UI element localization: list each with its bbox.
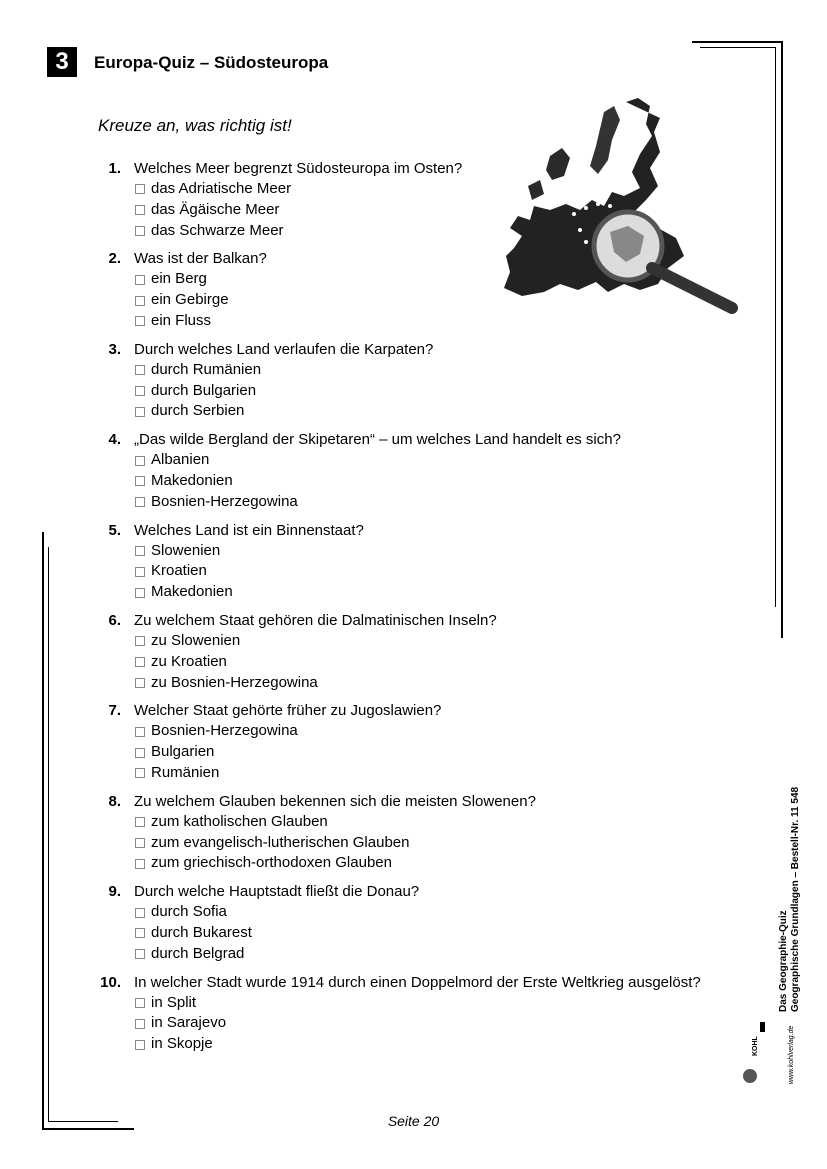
question-number: 4. — [108, 431, 121, 449]
frame-top-right-h1 — [692, 41, 782, 43]
answer-option[interactable] — [135, 902, 740, 923]
question-text: Was ist der Balkan? — [134, 250, 267, 268]
answer-option[interactable] — [135, 993, 740, 1014]
checkbox-icon[interactable] — [135, 205, 145, 215]
option-label: zum griechisch-orthodoxen Glauben — [151, 854, 392, 872]
url-text: www.kohlverlag.de — [788, 1025, 795, 1084]
frame-left-v1 — [42, 532, 44, 1130]
checkbox-icon[interactable] — [135, 184, 145, 194]
checkbox-icon[interactable] — [135, 949, 145, 959]
question-number: 6. — [108, 611, 121, 629]
option-label: Kroatien — [151, 562, 207, 580]
checkbox-icon[interactable] — [135, 588, 145, 598]
answer-option[interactable] — [135, 561, 740, 582]
quiz-questions — [100, 158, 740, 1062]
question-3 — [100, 339, 740, 422]
frame-right-v2 — [775, 47, 776, 607]
question-text: Welcher Staat gehörte früher zu Jugoslawien? — [134, 702, 442, 720]
option-label: Makedonien — [151, 583, 233, 601]
answer-option[interactable] — [135, 763, 740, 784]
imprint-line-2: Geographische Grundlagen – Bestell-Nr. 11 548 — [790, 786, 801, 1012]
question-9 — [100, 881, 740, 964]
answer-option[interactable] — [135, 269, 740, 290]
question-number: 2. — [108, 250, 121, 268]
option-label: ein Fluss — [151, 311, 212, 329]
answer-option[interactable] — [135, 652, 740, 673]
question-text: Durch welches Land verlaufen die Karpaten? — [134, 340, 434, 358]
checkbox-icon[interactable] — [135, 365, 145, 375]
option-label: das Schwarze Meer — [151, 221, 284, 239]
question-number: 5. — [108, 521, 121, 539]
question-text: „Das wilde Bergland der Skipetaren“ – um welches Land handelt es sich? — [134, 431, 621, 449]
option-label: ein Berg — [151, 270, 207, 288]
worksheet-number-badge: 3 — [47, 47, 77, 77]
checkbox-icon[interactable] — [135, 678, 145, 688]
question-number: 10. — [100, 973, 121, 991]
checkbox-icon[interactable] — [135, 316, 145, 326]
checkbox-icon[interactable] — [135, 998, 145, 1008]
option-label: Bulgarien — [151, 743, 215, 761]
question-text: Durch welche Hauptstadt fließt die Donau? — [134, 883, 420, 901]
question-text: Zu welchem Glauben bekennen sich die meisten Slowenen? — [134, 792, 536, 810]
answer-option[interactable] — [135, 853, 740, 874]
checkbox-icon[interactable] — [135, 768, 145, 778]
checkbox-icon[interactable] — [135, 567, 145, 577]
publisher-name: KOHL — [752, 1036, 759, 1056]
answer-option[interactable] — [135, 631, 740, 652]
answer-option[interactable] — [135, 200, 740, 221]
question-5 — [100, 520, 740, 603]
option-label: zu Bosnien-Herzegowina — [151, 673, 318, 691]
question-number: 9. — [108, 883, 121, 901]
answer-option[interactable] — [135, 360, 740, 381]
option-label: ein Gebirge — [151, 291, 229, 309]
question-text: Welches Meer begrenzt Südosteuropa im Osten? — [134, 160, 463, 177]
question-8 — [100, 791, 740, 874]
checkbox-icon[interactable] — [135, 727, 145, 737]
option-label: durch Rumänien — [151, 360, 262, 378]
checkbox-icon[interactable] — [135, 546, 145, 556]
option-label: zum evangelisch-lutherischen Glauben — [151, 833, 410, 851]
answer-option[interactable] — [135, 812, 740, 833]
answer-option[interactable] — [135, 290, 740, 311]
checkbox-icon[interactable] — [135, 497, 145, 507]
option-label: in Sarajevo — [151, 1014, 227, 1032]
option-label: durch Belgrad — [151, 944, 245, 962]
frame-top-right-h2 — [700, 47, 776, 48]
checkbox-icon[interactable] — [135, 928, 145, 938]
question-number: 1. — [108, 160, 121, 177]
answer-option[interactable] — [135, 311, 740, 332]
checkbox-icon[interactable] — [135, 748, 145, 758]
answer-option[interactable] — [135, 541, 740, 562]
question-2 — [100, 248, 740, 331]
checkbox-icon[interactable] — [135, 1040, 145, 1050]
answer-option[interactable] — [135, 401, 740, 422]
answer-option[interactable] — [135, 923, 740, 944]
answer-option[interactable] — [135, 742, 740, 763]
answer-option[interactable] — [135, 673, 740, 694]
question-10 — [100, 972, 740, 1055]
answer-option[interactable] — [135, 492, 740, 513]
option-label: Slowenien — [151, 541, 221, 559]
question-text: Welches Land ist ein Binnenstaat? — [134, 521, 364, 539]
option-label: das Ägäische Meer — [151, 200, 280, 218]
answer-option[interactable] — [135, 1034, 740, 1055]
publisher-url — [785, 1014, 797, 1084]
question-text: Zu welchem Staat gehören die Dalmatinischen Inseln? — [134, 611, 497, 629]
worksheet-title: Europa-Quiz – Südosteuropa — [94, 53, 329, 72]
question-7 — [100, 700, 740, 783]
answer-option[interactable] — [135, 944, 740, 965]
answer-option[interactable] — [135, 833, 740, 854]
option-label: Bosnien-Herzegowina — [151, 722, 298, 740]
checkbox-icon[interactable] — [135, 275, 145, 285]
option-label: durch Bulgarien — [151, 381, 257, 399]
answer-option[interactable] — [135, 179, 740, 200]
option-label: Makedonien — [151, 471, 233, 489]
question-text: In welcher Stadt wurde 1914 durch einen Doppelmord der Erste Weltkrieg ausgelöst? — [134, 973, 701, 991]
checkbox-icon[interactable] — [135, 657, 145, 667]
answer-option[interactable] — [135, 221, 740, 242]
checkbox-icon[interactable] — [135, 859, 145, 869]
answer-option[interactable] — [135, 471, 740, 492]
option-label: in Skopje — [151, 1035, 213, 1053]
checkbox-icon[interactable] — [135, 636, 145, 646]
option-label: zu Kroatien — [151, 652, 227, 670]
answer-option[interactable] — [135, 582, 740, 603]
answer-option[interactable] — [135, 721, 740, 742]
checkbox-icon[interactable] — [135, 407, 145, 417]
frame-right-v1 — [781, 41, 783, 638]
checkbox-icon[interactable] — [135, 838, 145, 848]
answer-option[interactable] — [135, 450, 740, 471]
question-number: 8. — [108, 792, 121, 810]
publisher-imprint — [778, 772, 818, 1012]
checkbox-icon[interactable] — [135, 1019, 145, 1029]
question-number: 7. — [108, 702, 121, 720]
option-label: in Split — [151, 993, 197, 1011]
checkbox-icon[interactable] — [135, 386, 145, 396]
option-label: durch Sofia — [151, 903, 227, 921]
option-label: durch Bukarest — [151, 923, 252, 941]
publisher-logo — [742, 1020, 766, 1086]
checkbox-icon[interactable] — [135, 476, 145, 486]
imprint-line-1: Das Geographie-Quiz — [778, 910, 789, 1012]
frame-left-v2 — [48, 547, 49, 1122]
instruction-text: Kreuze an, was richtig ist! — [98, 116, 292, 135]
option-label: das Adriatische Meer — [151, 180, 292, 197]
option-label: Albanien — [151, 451, 210, 469]
option-label: zum katholischen Glauben — [151, 812, 328, 830]
checkbox-icon[interactable] — [135, 908, 145, 918]
answer-option[interactable] — [135, 381, 740, 402]
question-1 — [100, 158, 740, 241]
option-label: Bosnien-Herzegowina — [151, 492, 298, 510]
question-number: 3. — [108, 340, 121, 358]
option-label: durch Serbien — [151, 402, 245, 420]
answer-option[interactable] — [135, 1013, 740, 1034]
checkbox-icon[interactable] — [135, 226, 145, 236]
option-label: zu Slowenien — [151, 631, 241, 649]
page-number: Seite 20 — [387, 1113, 440, 1129]
option-label: Rumänien — [151, 763, 220, 781]
checkbox-icon[interactable] — [135, 817, 145, 827]
checkbox-icon[interactable] — [135, 296, 145, 306]
checkbox-icon[interactable] — [135, 456, 145, 466]
question-4 — [100, 429, 740, 512]
question-6 — [100, 610, 740, 693]
